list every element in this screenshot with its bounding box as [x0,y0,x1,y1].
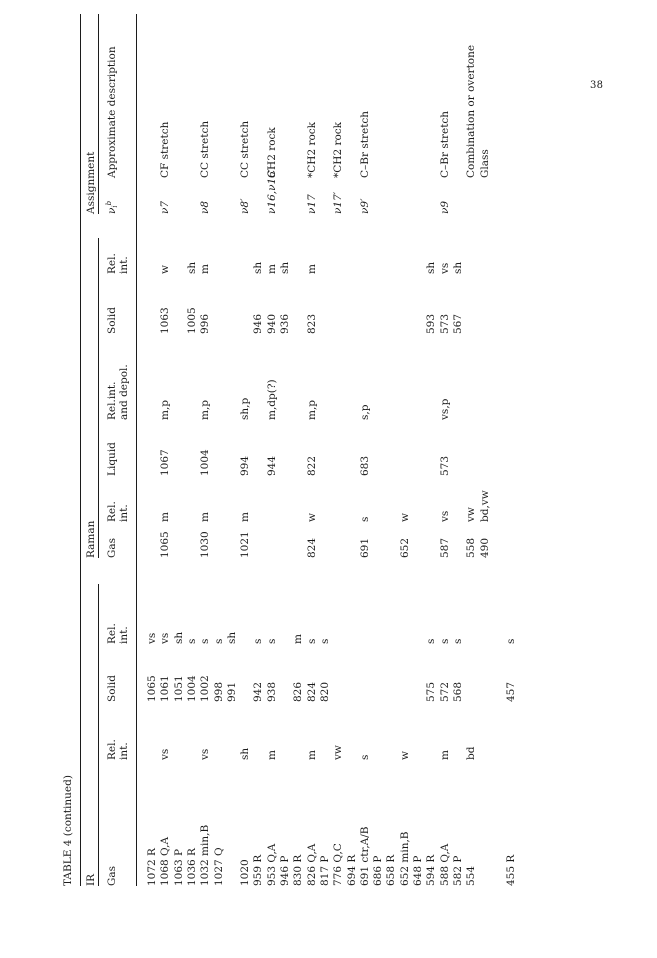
cell-ir-solid: 1065 [146,675,158,702]
cell-raman-relint-depol: sh,p [239,397,252,420]
cell-raman-solid-rel: vs [438,262,451,274]
header-nu-i [106,201,119,214]
cell-approx-desc: CC stretch [239,120,252,178]
cell-ir-gas: 686 P [372,855,385,886]
cell-raman-relint-depol: m,p [199,399,212,420]
cell-nu-i: ν8 [199,200,212,214]
cell-ir-solid-rel: s [425,638,438,644]
cell-raman-relint-depol: s,p [358,404,371,420]
header-raman-gas-rel-1: Rel. [106,501,118,522]
cell-raman-liquid: 683 [358,455,371,476]
cell-raman-solid: 567 [451,313,464,334]
cell-nu-i: ν7 [159,200,172,214]
cell-ir-gas: 1072 R [146,848,158,886]
cell-ir-solid: 998 [212,681,225,702]
cell-ir-solid: 826 [292,681,305,702]
cell-ir-rel: bd [465,746,478,760]
cell-raman-gas-rel: w [305,513,318,522]
cell-nu-i: ν9′ [358,198,371,214]
cell-raman-solid: 946 [252,313,265,334]
cell-ir-gas: 582 P [451,855,464,886]
cell-ir-solid: 820 [318,681,331,702]
cell-ir-solid: 572 [438,681,451,702]
cell-raman-gas-rel: m [239,512,252,522]
cell-raman-gas-rel: m [199,512,212,522]
cell-nu-i: ν16,ν16′ [265,168,278,214]
cell-ir-rel: s [358,754,371,760]
page-number: 38 [590,80,604,91]
table-caption: TABLE 4 (continued) [62,775,74,886]
cell-raman-gas: 691 [358,537,371,558]
cell-raman-solid: 940 [265,313,278,334]
cell-ir-solid-rel: sh [172,631,185,644]
header-raman-solid: Solid [106,307,118,334]
cell-raman-gas: 652 [398,537,411,558]
cell-raman-solid: 1063 [159,307,172,334]
cell-ir-solid-rel: s [252,638,265,644]
cell-raman-gas-rel: bd,vw [478,490,491,522]
cell-ir-gas: 658 R [385,854,398,886]
cell-raman-liquid: 1067 [159,449,172,476]
cell-raman-gas: 587 [438,537,451,558]
cell-ir-rel: m [265,750,278,760]
cell-raman-gas: 1021 [239,531,252,558]
cell-ir-solid: 942 [252,681,265,702]
cell-raman-gas: 1030 [199,531,212,558]
cell-ir-gas: 1036 R [185,848,198,886]
header-ir-solid-rel-2: int. [118,626,130,644]
cell-ir-gas: 1020 [239,859,252,886]
header-ir-gas: Gas [106,865,118,886]
cell-raman-relint-depol: m,p [159,399,172,420]
cell-raman-gas-rel: vs [438,510,451,522]
header-raman-solid-rel-1: Rel. [106,253,118,274]
header-ir-rel-2: int. [118,742,130,760]
cell-raman-gas: 490 [478,537,491,558]
cell-ir-solid-rel: s [199,638,212,644]
header-raman-solid-rel-2: int. [118,256,130,274]
cell-ir-solid-rel: vs [159,632,172,644]
cell-raman-solid: 1005 [185,307,198,334]
cell-ir-gas: 648 P [412,855,424,886]
header-nu-i-subscript: i [111,205,119,208]
cell-raman-solid-rel: sh [185,261,198,274]
header-raman-relint-1: Rel.int. [106,381,118,420]
cell-ir-solid: 457 [505,681,518,702]
cell-ir-gas: 953 Q,A [265,843,278,886]
cell-ir-solid: 568 [451,681,464,702]
cell-raman-gas: 558 [465,537,478,558]
cell-raman-solid-rel: sh [425,261,438,274]
header-nu-i-superscript: b [105,200,113,206]
cell-ir-gas: 1027 Q [212,847,225,886]
cell-raman-relint-depol: m,p [305,399,318,420]
header-rule [136,14,137,886]
cell-ir-gas: 776 Q,C [332,843,345,886]
header-raman-relint-2: and depol. [118,364,130,420]
header-ir-rel-1: Rel. [106,739,118,760]
cell-raman-solid: 936 [279,313,291,334]
raman-group-rule [98,238,99,558]
cell-ir-solid-rel: m [292,634,305,644]
cell-ir-gas: 830 R [292,854,305,886]
cell-ir-solid: 938 [265,681,278,702]
cell-ir-rel: m [438,750,451,760]
cell-ir-solid-rel: s [438,638,451,644]
cell-raman-solid: 593 [425,313,438,334]
cell-raman-gas-rel: w [398,513,411,522]
group-raman: Raman [85,520,97,558]
cell-ir-gas: 588 Q,A [438,843,451,886]
cell-approx-desc: CH2 rock [265,127,278,178]
cell-raman-gas-rel: s [358,516,371,522]
top-rule [80,14,81,886]
cell-approx-desc: CF stretch [159,121,172,178]
cell-raman-liquid: 1004 [199,449,212,476]
cell-raman-solid: 823 [305,313,318,334]
cell-approx-desc: *CH2 rock [332,121,345,178]
cell-ir-rel: vs [199,748,212,760]
cell-ir-rel: sh [239,747,252,760]
header-nu-i-symbol: ν [106,207,118,214]
ir-group-rule [98,584,99,886]
cell-ir-gas: 946 P [279,855,291,886]
cell-ir-gas: 1068 Q,A [159,836,172,886]
cell-ir-gas: 691 ctr,A/B [358,826,371,886]
cell-ir-gas: 554 [465,865,478,886]
cell-nu-i: ν9 [438,200,451,214]
cell-ir-solid-rel: s [318,638,331,644]
cell-raman-solid-rel: sh [279,261,291,274]
cell-approx-desc: C–Br stretch [358,110,371,178]
cell-ir-gas: 455 R [505,854,518,886]
cell-ir-gas: 694 R [345,854,358,886]
cell-raman-gas: 824 [305,537,318,558]
cell-nu-i: ν17 [305,194,318,214]
cell-nu-i: ν8′ [239,198,252,214]
cell-ir-solid-rel: s [212,638,225,644]
cell-ir-gas: 652 min,B [398,831,411,886]
cell-ir-solid-rel: vs [146,632,158,644]
cell-raman-gas: 1065 [159,531,172,558]
header-raman-gas: Gas [106,537,118,558]
cell-ir-rel: m [305,750,318,760]
rotated-table [48,0,608,958]
cell-raman-solid-rel: m [265,264,278,274]
cell-nu-i: ν17′ [332,191,345,214]
cell-ir-solid: 1002 [199,675,212,702]
cell-raman-liquid: 573 [438,455,451,476]
cell-ir-gas: 826 Q,A [305,843,318,886]
cell-ir-solid-rel: s [505,638,518,644]
cell-ir-solid: 575 [425,681,438,702]
cell-raman-liquid: 994 [239,455,252,476]
assignment-group-rule [98,14,99,214]
cell-approx-desc: *CH2 rock [305,121,318,178]
cell-raman-liquid: 822 [305,455,318,476]
cell-ir-solid-rel: s [185,638,198,644]
cell-raman-solid: 573 [438,313,451,334]
cell-ir-rel: vw [332,745,345,760]
header-approx-desc: Approximate description [106,46,118,178]
cell-approx-desc: CC stretch [199,120,212,178]
cell-ir-solid: 991 [225,681,238,702]
group-ir: IR [85,873,97,886]
cell-ir-gas: 1032 min,B [199,824,212,886]
cell-raman-relint-depol: m,dp(?) [265,379,278,420]
cell-ir-solid: 824 [305,681,318,702]
cell-ir-solid-rel: s [305,638,318,644]
cell-raman-solid-rel: w [159,265,172,274]
cell-approx-desc: Combination or overtone [465,44,478,178]
cell-ir-solid: 1051 [172,675,185,702]
cell-ir-gas: 959 R [252,854,265,886]
cell-ir-solid: 1004 [185,675,198,702]
cell-raman-solid-rel: sh [451,261,464,274]
cell-ir-solid: 1061 [159,675,172,702]
cell-ir-gas: 1063 P [172,848,185,886]
cell-ir-solid-rel: sh [225,631,238,644]
header-raman-liquid: Liquid [106,442,118,476]
cell-approx-desc: Glass [478,149,491,178]
cell-raman-solid-rel: sh [252,261,265,274]
group-assignment: Assignment [85,151,97,214]
cell-ir-rel: vs [159,748,172,760]
cell-raman-gas-rel: m [159,512,172,522]
header-ir-solid-rel-1: Rel. [106,623,118,644]
cell-raman-solid-rel: m [199,264,212,274]
cell-ir-rel: w [398,751,411,760]
header-ir-solid: Solid [106,675,118,702]
cell-raman-relint-depol: vs,p [438,398,451,420]
cell-raman-liquid: 944 [265,455,278,476]
cell-ir-solid-rel: s [265,638,278,644]
cell-ir-solid-rel: s [451,638,464,644]
header-raman-gas-rel-2: int. [118,504,130,522]
cell-raman-solid-rel: m [305,264,318,274]
cell-ir-gas: 817 P [318,855,331,886]
cell-ir-gas: 594 R [425,854,438,886]
cell-raman-gas-rel: vw [465,507,478,522]
cell-raman-solid: 996 [199,313,212,334]
cell-approx-desc: C–Br stretch [438,110,451,178]
